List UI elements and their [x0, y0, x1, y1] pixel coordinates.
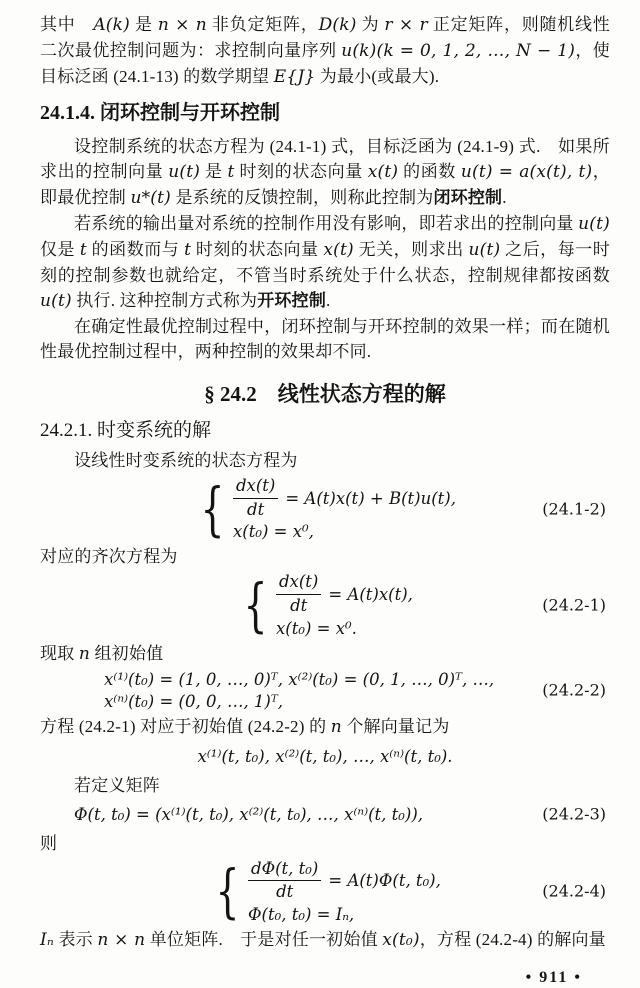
equation-second-line: x⁽ⁿ⁾(t₀) = (0, 0, …, 1)ᵀ, [104, 691, 284, 711]
paragraph-comparison: 在确定性最优控制过程中，闭环控制与开环控制的效果一样；而在随机性最优控制过程中，两种控制的效果却不同. [40, 317, 610, 361]
scanned-book-page [40, 12, 610, 988]
equation-right-side: = A(t)Φ(t, t₀), [328, 871, 441, 891]
paragraph-open-loop: 若系统的输出量对系统的控制作用没有影响，即若求出的控制向量 u(t) 仅是 t 的函数而与 t 时刻的状态向量 x(t) 无关，则求出 u(t) 之后，每一时刻的控制参数也就给定，不管当时系统处于什么状态，控制规律都按函数 u(t) 执行. 这种控制方式称为开环控制. [40, 214, 610, 311]
equation-right-side: = A(t)x(t), [328, 584, 413, 604]
section-heading-24-1-4: 24.1.4. 闭环控制与开环控制 [40, 102, 280, 124]
equation-24-1-2 [40, 476, 610, 541]
fraction [248, 859, 321, 903]
page-number: • 911 • [525, 968, 582, 986]
paragraph-state-equation-intro: 设线性时变系统的状态方程为 [74, 451, 298, 470]
equation-label: (24.1-2) [542, 499, 606, 519]
fraction-denominator: dt [290, 595, 308, 615]
equation-24-2-1 [40, 572, 610, 637]
paragraph-define-matrix-intro: 若定义矩阵 [74, 775, 160, 795]
chapter-heading-24-2: § 24.2 线性状态方程的解 [204, 382, 446, 406]
intro-paragraph: 其中 A(k) 是 n × n 非负定矩阵，D(k) 为 r × r 正定矩阵，则随机线性二次最优控制问题为：求控制向量序列 u(k)(k = 0, 1, 2, …, N − 1)，使目标泛函 (24.1-13) 的数学期望 E{J} 为最小(或最大). [40, 15, 611, 87]
paragraph-homogeneous-intro: 对应的齐次方程为 [40, 547, 178, 567]
equation-solution-vectors [40, 743, 610, 770]
fraction [233, 476, 278, 520]
equation-right-side: = A(t)x(t) + B(t)u(t), [285, 488, 456, 508]
paragraph-then: 则 [40, 833, 58, 853]
left-brace: { [200, 474, 225, 543]
paragraph-closed-loop: 设控制系统的状态方程为 (24.1-1) 式，目标泛函为 (24.1-9) 式. 如果所求出的控制向量 u(t) 是 t 时刻的状态向量 x(t) 的函数 u(t) = a(x(t), t)，即最优控制 u*(t) 是系统的反馈控制，则称此控制为闭环控制. [40, 137, 611, 208]
left-brace: { [243, 570, 268, 639]
fraction-denominator: dt [276, 882, 294, 902]
equation-24-2-2 [40, 670, 610, 711]
equation-second-line: x(t₀) = x⁰. [275, 618, 357, 638]
equation-24-2-4 [40, 859, 610, 924]
paragraph-solution-vectors-intro: 方程 (24.2-1) 对应于初始值 (24.2-2) 的 n 个解向量记为 [40, 716, 450, 737]
paragraph-initial-values-intro: 现取 n 组初始值 [40, 643, 164, 664]
equation-second-line: x(t₀) = x⁰, [232, 522, 314, 542]
equation-second-line: Φ(t₀, t₀) = Iₙ, [248, 904, 355, 924]
equation-label: (24.2-1) [542, 595, 606, 615]
equation-label: (24.2-3) [542, 804, 606, 824]
left-brace: { [215, 857, 240, 926]
fraction [276, 572, 321, 616]
fraction-numerator: dx(t) [276, 572, 321, 595]
subsection-heading-24-2-1: 24.2.1. 时变系统的解 [40, 420, 212, 441]
fraction-numerator: dΦ(t, t₀) [248, 859, 321, 882]
fraction-denominator: dt [247, 499, 265, 519]
equation-24-2-3 [40, 801, 610, 828]
equation-line: Φ(t, t₀) = (x⁽¹⁾(t, t₀), x⁽²⁾(t, t₀), …, x⁽ⁿ⁾(t, t₀)), [74, 804, 424, 824]
equation-label: (24.2-4) [542, 881, 606, 901]
equation-first-line: x⁽¹⁾(t₀) = (1, 0, …, 0)ᵀ, x⁽²⁾(t₀) = (0, 1, …, 0)ᵀ, …, [104, 669, 495, 689]
equation-label: (24.2-2) [542, 680, 606, 700]
paragraph-identity-matrix-note: Iₙ 表示 n × n 单位矩阵. 于是对任一初始值 x(t₀)，方程 (24.2-4) 的解向量 [40, 929, 606, 950]
fraction-numerator: dx(t) [233, 476, 278, 499]
equation-line: x⁽¹⁾(t, t₀), x⁽²⁾(t, t₀), …, x⁽ⁿ⁾(t, t₀). [197, 746, 453, 766]
